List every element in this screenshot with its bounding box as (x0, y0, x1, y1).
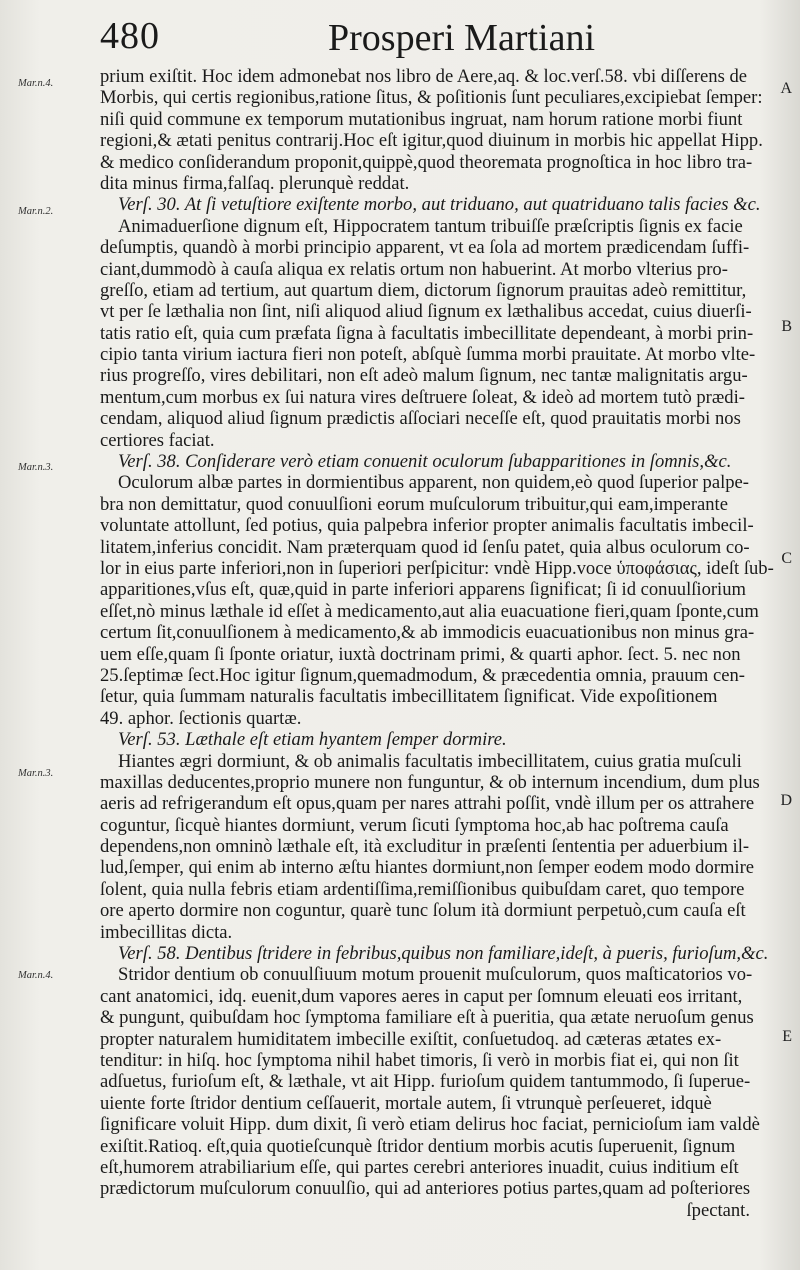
vers-heading (100, 943, 780, 964)
section-vers-53 (100, 729, 780, 943)
sidenote-4: Mar.n.3. (18, 768, 54, 779)
text-line: tenditur: in hiſq. hoc ſymptoma nihil habet timoris, ſi verò in morbis fiat ei, qui non ſit (100, 1049, 739, 1071)
text-line: eſt,humorem atrabiliarium eſſe, qui partes cerebri anteriores inuadit, cuius inditium eſt (100, 1156, 739, 1178)
text-line: coguntur, ſicquè hiantes dormiunt, verum ſicuti ſymptoma hoc,ab hac poſtrema cauſa (100, 814, 729, 836)
text-line: Hiantes ægri dormiunt, & ob animalis facultatis imbecillitatem, cuius gratia muſculi (118, 750, 742, 772)
running-title: Prosperi Martiani (328, 17, 596, 59)
text-line: ſignificare voluit Hipp. dum dixit, ſi verò etiam delirus hoc faciat, pernicioſum iam valdè (100, 1114, 760, 1136)
text-line: litatem,inferius concidit. Nam præterquam quod id ſenſu patet, quia albus oculorum co- (100, 536, 750, 558)
text-line: tatis ratio eſt, quia cum præfata ſigna à facultatis imbecillitate dependeant, à morbi prin- (100, 322, 754, 344)
text-line: uiente forte ſtridor dentium ceſſauerit, mortale autem, ſi vtrunquè perſeueret, idquè (100, 1092, 712, 1114)
text-line: prædictorum muſculorum conuulſio, qui ad anteriores potius partes,quam ad poſteriores (100, 1178, 751, 1200)
text-line: ſetur, quia ſummam naturalis facultatis imbecillitatem ſignificat. Vide expoſitionem (100, 686, 718, 708)
vers-label: Verſ. 38. (118, 451, 181, 473)
sidenote-1: Mar.n.4. (18, 78, 54, 89)
page-header (100, 14, 700, 64)
sidenote-2: Mar.n.2. (18, 206, 54, 217)
text-line: regioni,& ætati penitus contrarij.Hoc eſt igitur,quod diuinum in morbis hic appellat Hipp. (100, 130, 763, 152)
text-line: rius progreſſo, vires debilitari, non eſt adeò malum ſignum, nec tantæ malignitatis argu- (100, 365, 748, 387)
text-line: dita minus firma,falſaq. plerunquè reddat. (100, 172, 410, 194)
text-line: dependens,non omninò læthale eſt, ità excluditur in præſenti ſententia per aduerbium il- (100, 836, 750, 858)
vers-heading (100, 729, 780, 750)
margin-letter-e: E (782, 1028, 792, 1045)
text-line: Stridor dentium ob conuulſiuum motum prouenit muſculorum, quos maſticatorios vo- (118, 964, 753, 986)
text-line: Oculorum albæ partes in dormientibus apparent, non quidem,eò quod ſuperior palpe- (118, 472, 749, 494)
text-line: lor in eius parte inferiori,non in ſuperiori perſpicitur: vndè Hipp.voce ὑποφάσιας, ideſt ſub- (100, 557, 774, 579)
margin-letter-b: B (781, 318, 792, 335)
vers-lemma: Læthale eſt etiam hyantem ſemper dormire. (185, 729, 507, 751)
text-line: vt per ſe læthalia non ſint, niſi aliquod aliud ſignum ex læthalibus accedat, cuius diuerſi- (100, 301, 752, 323)
body-text (100, 66, 780, 1221)
vers-label: Verſ. 53. (118, 729, 181, 751)
vers-lemma: At ſi vetuſtiore exiſtente morbo, aut triduano, aut quatriduano talis facies &c. (184, 194, 761, 216)
text-line: cant anatomici, idq. euenit,dum vapores aeres in caput per ſomnum eleuati eos irritant, (100, 985, 743, 1007)
margin-letter-d: D (780, 792, 792, 809)
text-line: certum ſit,conuulſionem à medicamento,& ab immodicis euacuationibus non minus gra- (100, 622, 755, 644)
page-number: 480 (100, 15, 160, 57)
text-line: lud,ſemper, qui enim ab interno æſtu hiantes dormiunt,non ſemper eodem modo dormire (100, 857, 755, 879)
margin-letter-a: A (780, 80, 792, 97)
text-line: & pungunt, quibuſdam hoc ſymptoma familiare eſt à pueritia, qua ætate neruoſum genus (100, 1007, 754, 1029)
text-line: ore aperto dormire non coguntur, quarè tunc ſolum ità dormiunt perpetuò,cum cauſa eſt (100, 900, 746, 922)
text-line: ſpectant. (686, 1199, 750, 1221)
vers-lemma: Dentibus ſtridere in febribus,quibus non familiare,ideſt, à pueris, furioſum,&c. (185, 943, 769, 965)
sidenote-3: Mar.n.3. (18, 462, 54, 473)
vers-lemma: Conſiderare verò etiam conuenit oculorum ſubapparitiones in ſomnis,&c. (185, 451, 732, 473)
text-line: mentum,cum morbus ex ſui natura vires deſtruere ſoleat, & ideò ad mortem tutò prædi- (100, 386, 745, 408)
paragraph-1 (100, 66, 780, 194)
text-line: 49. aphor. ſectionis quartæ. (100, 707, 302, 729)
text-line: 25.ſeptimæ ſect.Hoc igitur ſignum,quemadmodum, & præcedentia omnia, prauum cen- (100, 664, 745, 686)
vers-heading (100, 451, 780, 472)
text-line: propter naturalem humiditatem imbecille exiſtit, conſuetudoq. ad cæteras ætates ex- (100, 1028, 722, 1050)
text-line: deſumptis, quandò à morbi principio apparent, vt ea ſola ad mortem prædicendam ſuffi- (100, 237, 750, 259)
text-line: greſſo, etiam ad tertium, aut quartum diem, dictorum ſignorum prauitas adeò remittitur, (100, 279, 747, 301)
text-line: prium exiſtit. Hoc idem admonebat nos libro de Aere,aq. & loc.verſ.58. vbi diſſerens de (100, 66, 748, 87)
text-line: exiſtit.Ratioq. eſt,quia quotieſcunquè ſtridor dentium morbis acutis ſuperuenit, ſignum (100, 1135, 736, 1157)
section-vers-58 (100, 943, 780, 1221)
text-line: certiores faciat. (100, 429, 215, 451)
text-line: apparitiones,vſus eſt, quæ,quid in parte inferiori apparens ſignificat; ſi id conuulſiorium (100, 579, 746, 601)
vers-label: Verſ. 58. (118, 943, 181, 965)
vers-heading (100, 194, 780, 215)
text-line: Animaduerſione dignum eſt, Hippocratem tantum tribuiſſe præſcriptis ſignis ex facie (118, 215, 743, 237)
margin-letter-c: C (781, 550, 792, 567)
text-line: ſolent, quia nulla febris etiam ardentiſſima,remiſſionibus quibuſdam caret, quo tempore (100, 878, 745, 900)
text-line: cendam, aliquod aliud ſignum prædictis aſſociari neceſſe eſt, quod prauitatis morbi nos (100, 408, 741, 430)
section-vers-38 (100, 451, 780, 729)
text-line: eſſet,nò minus læthale id eſſet à medicamento,aut alia euacuatione fieri,quam ſponte,cum (100, 600, 759, 622)
text-line: bra non demittatur, quod conuulſioni eorum muſculorum tribuitur,qui eam,imperante (100, 493, 728, 515)
section-vers-30 (100, 194, 780, 451)
text-line: adſuetus, furioſum eſt, & læthale, vt ait Hipp. furioſum quidem tantummodo, ſi ſuperue- (100, 1071, 751, 1093)
text-line: uem eſſe,quam ſi ſponte oriatur, iuxtà doctrinam primi, & quarti aphor. ſect. 5. nec non (100, 643, 741, 665)
text-line: imbecillitas dicta. (100, 921, 233, 943)
text-line: Morbis, qui certis regionibus,ratione ſitus, & poſitionis ſunt peculiares,excipiebat ſemper: (100, 87, 763, 109)
text-line: niſi quid commune ex temporum mutationibus ingruat, nam horum ratione morbi fiunt (100, 108, 743, 130)
text-line: ciant,dummodò à cauſa aliqua ex relatis ortum non habuerint. At morbo vlterius pro- (100, 258, 728, 280)
text-line: aeris ad refrigerandum eſt opus,quam per nares attrahi poſſit, vndè illum per os attrahere (100, 793, 755, 815)
sidenote-5: Mar.n.4. (18, 970, 54, 981)
text-line: cipio tanta virium iactura fieri non poteſt, abſquè ſumma morbi prauitate. At morbo vlte- (100, 344, 756, 366)
vers-label: Verſ. 30. (118, 194, 181, 216)
text-line: maxillas deducentes,proprio munere non funguntur, & ob internum incendium, dum plus (100, 771, 760, 793)
text-line: voluntate attollunt, ſed potius, quia palpebra inferior propter animalis facultatis imbecil- (100, 515, 754, 537)
text-line: & medico conſiderandum proponit,quippè,quod theoremata prognoſtica in hoc libro tra- (100, 151, 753, 173)
